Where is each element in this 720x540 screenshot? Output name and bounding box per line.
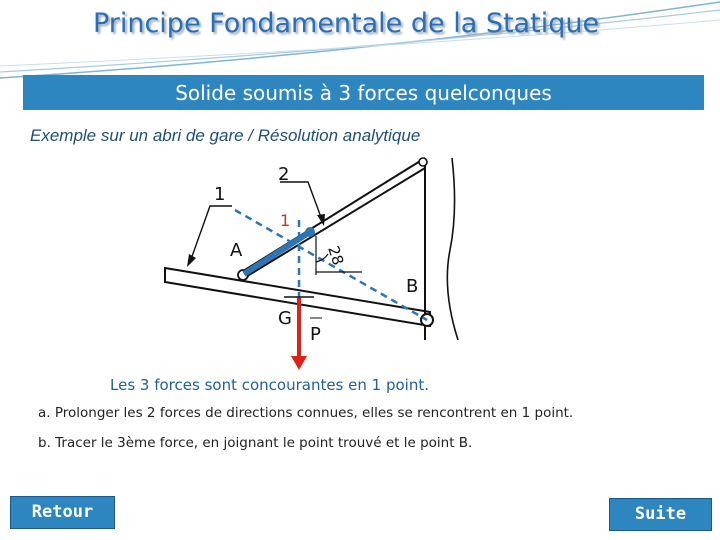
- weight-arrow-head: [291, 356, 307, 370]
- leader-1: [190, 206, 232, 262]
- pivot-top: [419, 158, 427, 166]
- blue-force-strut: [244, 232, 310, 274]
- intersection-point: [305, 227, 315, 237]
- label-point-g: G: [278, 308, 292, 329]
- wall-outline: [447, 158, 458, 340]
- label-point-a: A: [230, 240, 243, 261]
- label-force-p: P: [310, 324, 321, 345]
- leader-1-arrow: [187, 254, 196, 267]
- label-point-b: B: [406, 276, 419, 297]
- label-angle: 28: [324, 243, 348, 268]
- step-b-text: b. Tracer le 3ème force, en joignant le point trouvé et le point B.: [38, 435, 473, 451]
- shelter-diagram: [140, 150, 500, 375]
- back-button[interactable]: Retour: [10, 496, 115, 529]
- label-mark-3: 1: [280, 211, 291, 230]
- step-a-text: a. Prolonger les 2 forces de directions connues, elles se rencontrent en 1 point.: [38, 405, 574, 421]
- label-part-2: 2: [278, 164, 290, 185]
- section-banner: Solide soumis à 3 forces quelconques: [23, 75, 704, 110]
- label-part-1: 1: [214, 184, 226, 205]
- next-button[interactable]: Suite: [609, 498, 712, 531]
- page-title: Principe Fondamentale de la Statique: [92, 8, 600, 39]
- conclusion-text: Les 3 forces sont concourantes en 1 point.: [110, 376, 429, 394]
- example-subtitle: Exemple sur un abri de gare / Résolution analytique: [30, 126, 421, 145]
